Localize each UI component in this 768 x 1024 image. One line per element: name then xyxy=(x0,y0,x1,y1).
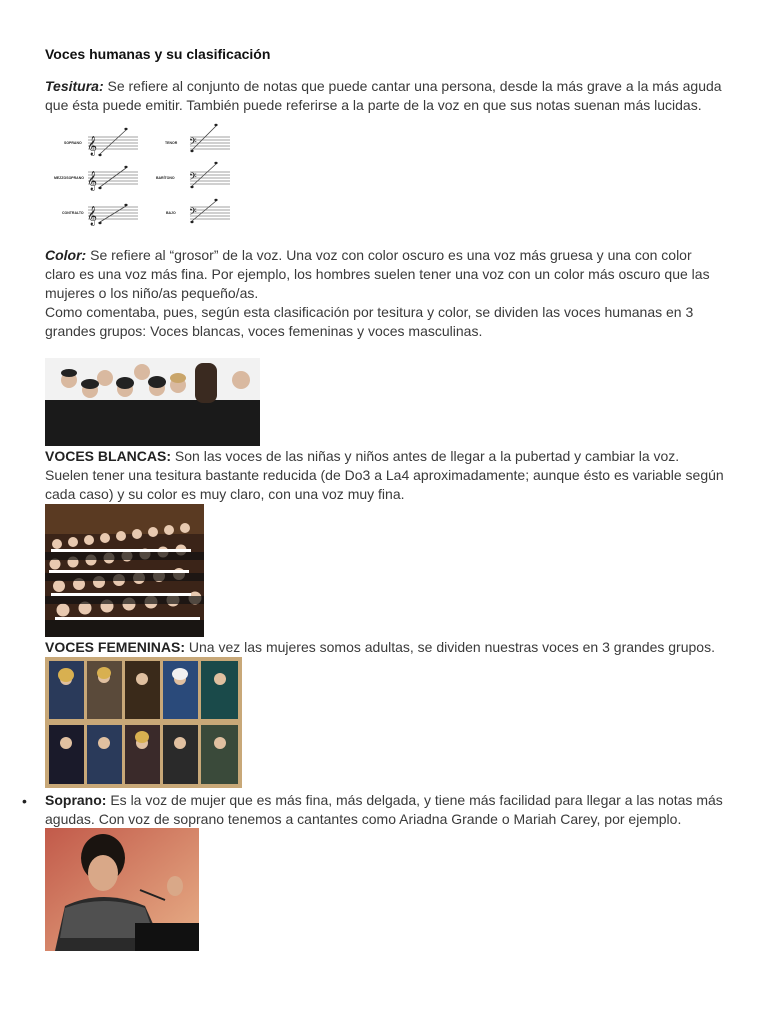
staff-label-bajo: BAJO xyxy=(166,211,176,215)
bass-clef-icon: 𝄢 xyxy=(189,136,197,150)
soprano-singer-photo xyxy=(45,828,199,951)
staff-label-tenor: TENOR xyxy=(165,141,178,145)
tesitura-paragraph xyxy=(45,77,725,115)
voces-blancas-lead: VOCES BLANCAS: xyxy=(45,448,172,464)
treble-clef-icon: 𝄞 xyxy=(87,206,98,226)
soprano-paragraph xyxy=(45,791,725,829)
color-lead: Color: xyxy=(45,247,87,263)
voces-femeninas-text: Una vez las mujeres somos adultas, se dividen nuestras voces en 3 grandes grupos. xyxy=(185,639,715,655)
boys-choir-photo xyxy=(45,504,204,637)
classification-text: Como comentaba, pues, según esta clasificación por tesitura y color, se dividen las voces humanas en 3 grandes grupos: Voces blancas, voces femeninas y voces masculinas. xyxy=(45,304,694,339)
tesitura-lead: Tesitura: xyxy=(45,78,104,94)
vocal-range-staves xyxy=(50,118,250,233)
voces-blancas-text: Son las voces de las niñas y niños antes de llegar a la pubertad y cambiar la voz. Suelen tener una tesitura bastante reducida (de Do3 a La4 aproximadamente; aunque ésto es variable según cada caso) y su color es muy claro, con una voz muy fina. xyxy=(45,448,724,502)
bass-clef-icon: 𝄢 xyxy=(189,206,197,220)
color-paragraph xyxy=(45,246,725,341)
tesitura-text: Se refiere al conjunto de notas que puede cantar una persona, desde la más grave a la más aguda que ésta puede emitir. También puede referirse a la parte de la voz en que sus notas suenan más lucidas. xyxy=(45,78,722,113)
soprano-lead: Soprano: xyxy=(45,792,107,808)
soprano-text: Es la voz de mujer que es más fina, más delgada, y tiene más facilidad para llegar a las notas más agudas. Con voz de soprano tenemos a cantantes como Ariadna Grande o Mariah Carey, por ejemplo. xyxy=(45,792,723,827)
voces-femeninas-paragraph xyxy=(45,638,725,657)
voces-blancas-paragraph xyxy=(45,447,725,504)
page-title: Voces humanas y su clasificación xyxy=(45,46,271,62)
staff-label-contralto: CONTRALTO xyxy=(62,211,84,215)
female-singers-collage xyxy=(45,657,242,788)
staff-label-mezzosoprano: MEZZOSOPRANO xyxy=(54,176,84,180)
adult-choir-photo xyxy=(45,358,260,446)
color-text: Se refiere al “grosor” de la voz. Una voz con color oscuro es una voz más gruesa y una con color claro es una voz más fina. Por ejemplo, los hombres suelen tener una voz con un color más oscuro que las mujeres o los niño/as pequeño/as. xyxy=(45,247,710,301)
voces-femeninas-lead: VOCES FEMENINAS: xyxy=(45,639,186,655)
treble-clef-icon: 𝄞 xyxy=(87,136,98,156)
staff-label-baritono: BARÍTONO xyxy=(156,176,175,180)
soprano-bullet: • xyxy=(22,793,27,809)
bass-clef-icon: 𝄢 xyxy=(189,171,197,185)
staff-label-soprano: SOPRANO xyxy=(64,141,82,145)
treble-clef-icon: 𝄞 xyxy=(87,171,98,191)
